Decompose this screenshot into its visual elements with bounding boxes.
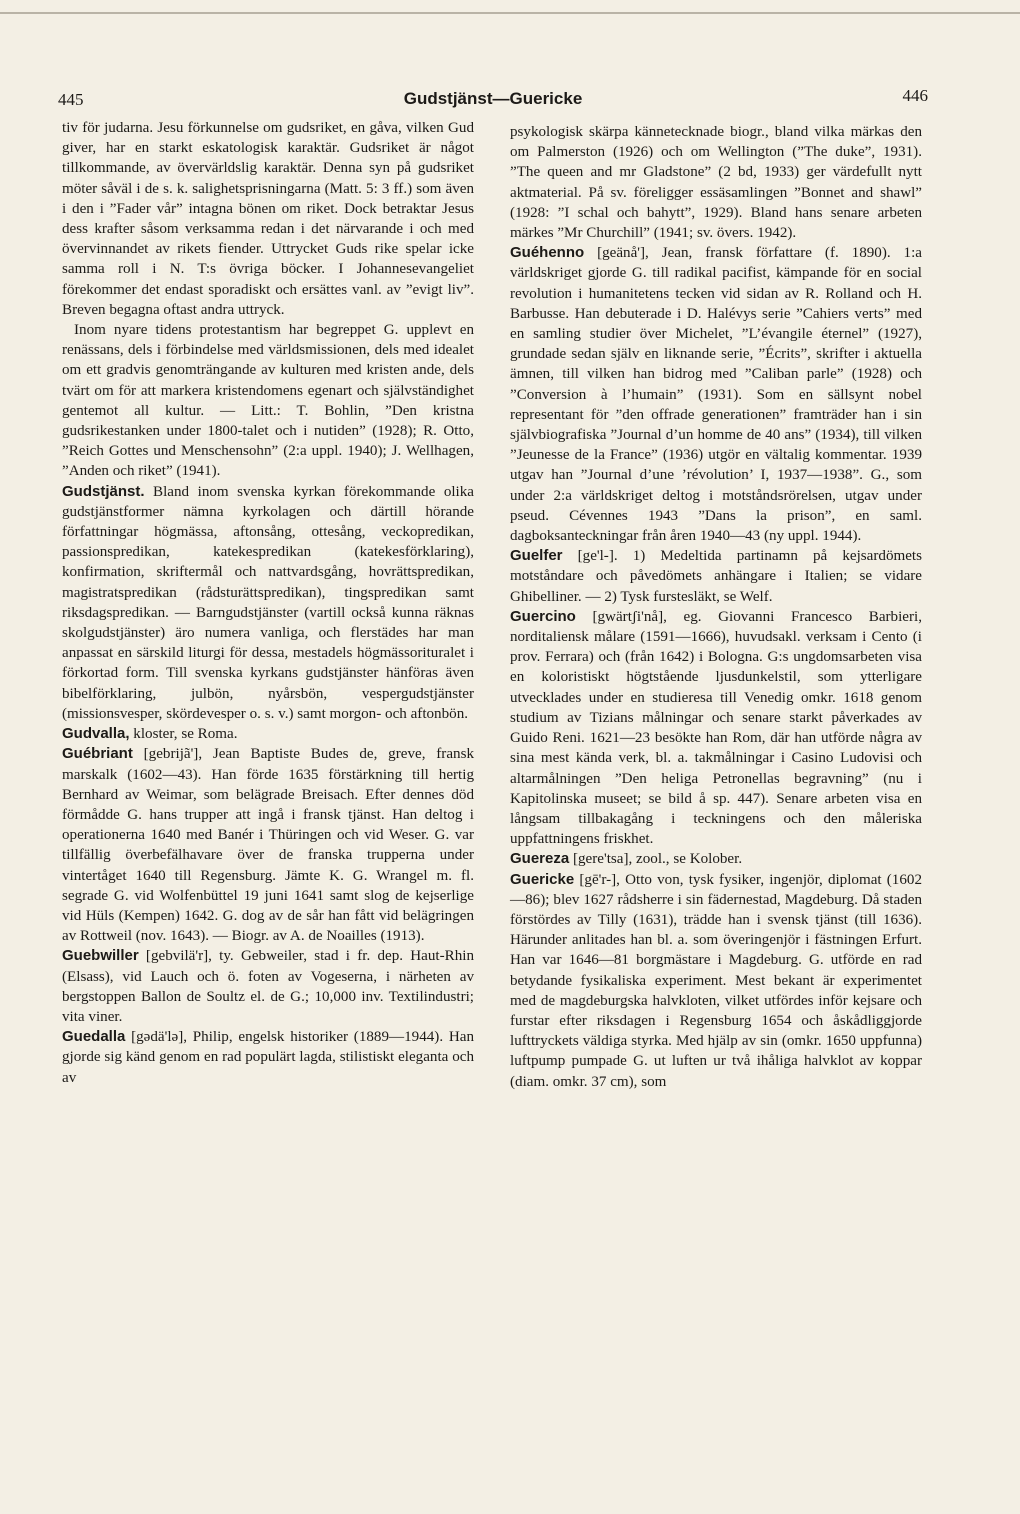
entry-headword: Gudstjänst. [62,482,145,500]
entry-body: [gebvilä'r], ty. Gebweiler, stad i fr. dep. Haut-Rhin (Elsass), vid Lauch och ö. foten av Vogeserna, i närheten av bergstoppen Ballon de Soultz el. de G.; 10,000 inv. Textilindustri; vita viner. [62,948,474,1025]
top-rule [0,12,1020,14]
dictionary-entry [510,870,922,1092]
dictionary-entry [510,546,922,607]
dictionary-entry [62,482,474,724]
dictionary-entry [62,744,474,946]
entry-headword: Guericke [510,870,575,888]
entry-body: Bland inom svenska kyrkan förekommande olika gudstjänstformer nämna kyrkolagen och därtill hörande författningar högmässa, aftonsång, ottesång, veckopredikan, passionspredikan, katekespredikan (katekesförklaring), konfirmation, skriftermål och nattvardsgång, hovrättspredikan, magistratspredikan (rådsturättspredikan), tingspredikan samt riksdagspredikan. — Barngudstjänster (vartill också kunna räknas skolgudstjänster) äro numera vanliga, och flerstädes har man anpassat en särskild liturgi för dessa, mestadels högmässorituralet i förkortad form. Till svenska kyrkans gudstjänster hänföras även bibelförklaring, julbön, nyårsbön, vespergudstjänster (missionsvesper, skördevesper o. s. v.) samt morgon- och aftonbön. [62,483,474,722]
entry-body: [ge'l-]. 1) Medeltida partinamn på kejsardömets motståndare och påvedömets anhängare i Italien; se vidare Ghibelliner. — 2) Tysk furstesläkt, se Welf. [510,548,922,605]
entry-body: [gē'r-], Otto von, tysk fysiker, ingenjör, diplomat (1602—86); blev 1627 rådsherre i sin fädernestad, Magdeburg. Då staden förstördes av Tilly (1631), trädde han i svensk tjänst (till 1636). Härunder anlitades han bl. a. som överingenjör i fästningen Erfurt. Han var 1646—81 borgmästare i Magdeburg. G. utförde en rad betydande fysikaliska experiment. Mest bekant är experimentet med de magdeburgska halvkloten, vilket utfördes inför kejsare och furstar efter riksdagen i Regensburg 1654 och åskådliggjorde lufttryckets väldiga styrka. Med hjälp av sin (omkr. 1650 uppfunna) luftpump pumpade G. ut luften ur två ihåliga halvklot av koppar (diam. omkr. 37 cm), som [510,871,922,1090]
dictionary-entry [62,1027,474,1088]
right-column [510,122,922,1092]
paragraph: tiv för judarna. Jesu förkunnelse om gudsriket, en gåva, vilken Gud giver, har en starkt eskatologisk karaktär. Gudsriket är något tillkommande, av övervärldslig karaktär. Denna syn på gudsriket möter såväl i de s. k. salighetsprisningarna (Matt. 5: 3 ff.) som även i den i ”Fader vår” intagna bönen om riket. Dock betraktar Jesus dess krafter såsom verksamma redan i det närvarande i och med övervinnandet av rikets fiender. Uttrycket Guds rike spelar icke samma roll i N. T:s övriga böcker. I Johannesevangeliet förekommer det endast sporadiskt och ersättes vanl. av ”evigt liv”. Breven begagna oftast andra uttryck. [62,120,474,318]
entry-body: [gədä'lə], Philip, engelsk historiker (1889—1944). Han gjorde sig känd genom en rad populärt lagda, stilistiskt eleganta och av [62,1029,474,1086]
page-number-left: 445 [58,90,84,109]
entry-headword: Guébriant [62,745,133,763]
paragraph: psykologisk skärpa kännetecknade biogr., bland vilka märkas den om Palmerston (1926) och om Wellington (”The duke”, 1931). ”The queen and mr Gladstone” (2 bd, 1933) ger värdefullt nytt aktmaterial. På sv. föreligger essäsamlingen ”Bonnet and shawl” (1928: ”I schal och bahytt”, 1929). Bland hans senare arbeten märkes ”Mr Churchill” (1941; sv. övers. 1942). [510,124,922,242]
page-number-right: 446 [902,86,928,105]
entry-headword: Gudvalla, [62,725,130,743]
entry-body: [gebrijã'], Jean Baptiste Budes de, greve, fransk marskalk (1602—43). Han förde 1635 förstärkning till hertig Bernhard av Weimar, som belägrade Breisach. Efter dennes död förmådde G. hans trupper att ingå i fransk tjänst. Han deltog i operationerna 1640 med Banér i Thüringen och vid Weser. G. var tillfällig överbefälhavare över de franska trupperna under vintertåget 1640 till Regensburg. Jämte K. G. Wrangel m. fl. segrade G. vid Wolfenbüttel 19 juni 1641 samt slog de kejserlige vid Hüls (Kempen) 1642. G. dog av de sår han fått vid belägringen av Rottweil (nov. 1643). — Biogr. av A. de Noailles (1913). [62,746,474,945]
entry-headword: Guereza [510,850,570,868]
entry-headword: Guercino [510,607,576,625]
running-title: Gudstjänst—Guericke [403,89,583,108]
left-column [62,118,474,1088]
paragraph: Inom nyare tidens protestantism har begreppet G. upplevt en renässans, dels i förbindelse med världsmissionen, dels med idealet om ett gradvis genomträngande av kulturen med kristen ande, dels tvärt om för att markera kristendomens egenart och självständighet gentemot all kultur. — Litt.: T. Bohlin, ”Den kristna gudsrikestanken under 1800-talet och i nutiden” (1928); R. Otto, ”Reich Gottes und Menschensohn” (2:a uppl. 1940); J. Wellhagen, ”Anden och riket” (1941). [62,322,474,480]
running-header [58,86,928,118]
entry-headword: Guedalla [62,1028,126,1046]
entry-headword: Guelfer [510,547,563,565]
entry-body: kloster, se Roma. [129,726,238,743]
entry-body: [gere'tsa], zool., se Kolober. [569,851,743,868]
dictionary-entry [62,946,474,1027]
entry-headword: Guéhenno [510,244,585,262]
dictionary-entry [510,607,922,849]
entry-body: [gwärtʃi'nå], eg. Giovanni Francesco Barbieri, norditaliensk målare (1591—1666), huvudsakl. verksam i Cento (i prov. Ferrara) och (från 1642) i Bologna. G:s ungdomsarbeten visa en koloristiskt högtstående ljusdunkelstil, som ytterligare utvecklades under en studieresa till Venedig omkr. 1618 genom studium av Tizians målningar och senare starkt påverkades av Guido Reni. 1621—23 besökte han Rom, där han utförde några av sina mest kända verk, bl. a. takmålningar i Casino Ludovisi och altarmålningen ”Den heliga Petronellas begravning” (nu i Kapitolinska museet; se bild å sp. 447). Senare arbeten visa en långsam tillbakagång i teckningens och den måleriska uppfattningens friskhet. [510,608,922,848]
dictionary-entry [510,243,922,546]
dictionary-entry [510,849,922,869]
entry-headword: Guebwiller [62,947,139,965]
dictionary-entry [62,724,474,744]
entry-body: [geänå'], Jean, fransk författare (f. 1890). 1:a världskriget gjorde G. till radikal pacifist, kämpande för en social revolution i humanitetens tecken vid sidan av R. Rolland och H. Barbusse. Han debuterade i D. Halévys serie ”Cahiers verts” med en samling studier över Michelet, ”L’évangile éternel” (1927), grundade sedan själv en liknande serie, ”Écrits”, skrifter i aktuella ämnen, till vilken han bidrog med ”Caliban parle” (1928) och ”Conversion à l’humain” (1931). Som en sällsynt nobel representant för ”den offrade generationen” framträder han i sin självbiografiska ”Journal d’un homme de 40 ans” (1934), till vilken ”Jeunesse de la France” (1936) utgör en vältalig kommentar. 1939 utgav han ”Journal d’une ’révolution’ I, 1937—1938”. G., som under 2:a världskriget deltog i motståndsrörelsen, utgav under pseud. Cévennes 1943 ”Dans la prison”, en saml. dagboksanteckningar från åren 1940—43 (ny uppl. 1944). [510,245,922,545]
